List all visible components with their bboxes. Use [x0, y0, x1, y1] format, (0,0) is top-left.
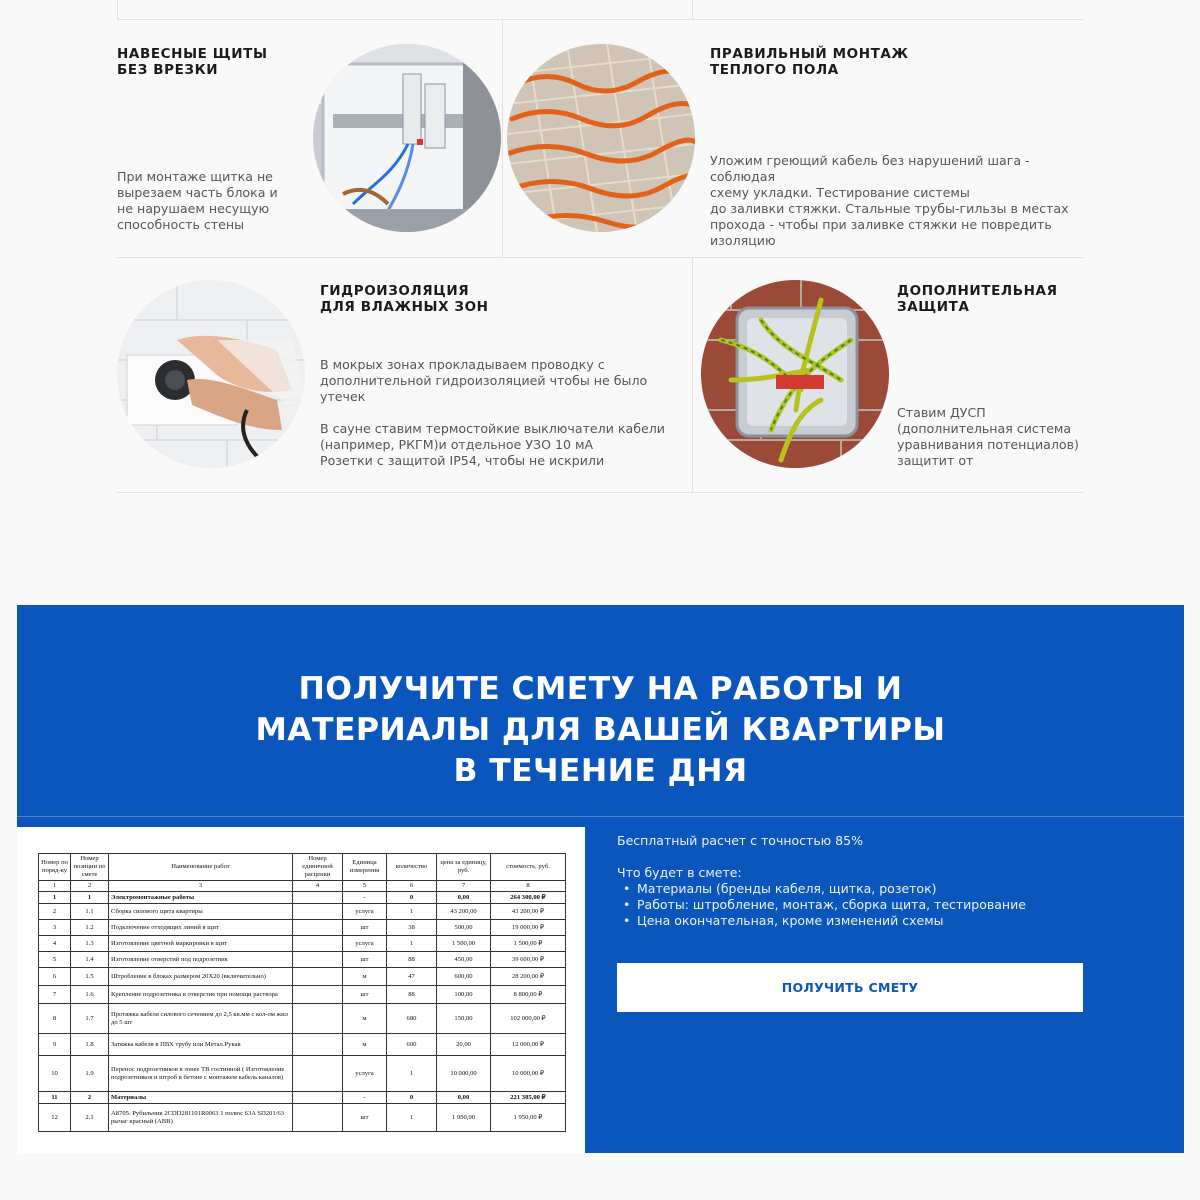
table-cell: шт: [343, 920, 387, 936]
table-cell: 1.9: [71, 1056, 109, 1092]
table-cell: 221 385,00 ₽: [491, 1092, 566, 1104]
table-row: [39, 892, 566, 904]
feature-text: Ставим ДУСП (дополнительная система уравнивания потенциалов) защитит от: [897, 405, 1079, 468]
table-row: [39, 936, 566, 952]
socket-install-photo: [117, 280, 305, 468]
list-item-text: Работы: штробление, монтаж, сборка щита, тестирование: [637, 897, 1026, 912]
table-cell: 102 000,00 ₽: [491, 1004, 566, 1034]
cta-title: ПОЛУЧИТЕ СМЕТУ НА РАБОТЫ И МАТЕРИАЛЫ ДЛЯ ВАШЕЙ КВАРТИРЫ В ТЕЧЕНИЕ ДНЯ: [255, 671, 946, 789]
table-row: [39, 968, 566, 986]
table-cell: шт: [343, 986, 387, 1004]
table-cell: 43 200,00: [437, 904, 491, 920]
table-cell: 43 200,00 ₽: [491, 904, 566, 920]
table-cell: 1: [39, 892, 71, 904]
table-cell: 1.4: [71, 952, 109, 968]
table-cell: 0,00: [437, 1092, 491, 1104]
table-cell: Крепление подрозетника в отверстие при помощи раствора: [109, 986, 293, 1004]
table-cell: A8705. Рубильник 2CDD281101R0063 1 полюс 63A SD201/63 рычаг красный (ABB): [109, 1104, 293, 1132]
table-cell: [293, 892, 343, 904]
header-cell: Наименование работ: [109, 854, 293, 881]
feature-panels: [117, 46, 268, 78]
header-cell: цена за единицу, руб.: [437, 854, 491, 881]
header-cell: количество: [387, 854, 437, 881]
table-cell: 12 000,00 ₽: [491, 1034, 566, 1056]
table-cell: [293, 968, 343, 986]
table-cell: Материалы: [109, 1092, 293, 1104]
grid-top-divider-mid: [692, 0, 693, 19]
feature-title: ПРАВИЛЬНЫЙ МОНТАЖ ТЕПЛОГО ПОЛА: [710, 46, 909, 78]
table-cell: 20,00: [437, 1034, 491, 1056]
table-cell: 1.3: [71, 936, 109, 952]
numbering-cell: 6: [387, 881, 437, 892]
header-cell: Номер по поряд-ку: [39, 854, 71, 881]
table-cell: 88: [387, 952, 437, 968]
bullet-icon: •: [623, 897, 631, 912]
table-cell: 150,00: [437, 1004, 491, 1034]
table-cell: [293, 1004, 343, 1034]
table-row: [39, 1004, 566, 1034]
table-cell: -: [343, 1092, 387, 1104]
table-cell: 1: [387, 936, 437, 952]
table-cell: м: [343, 1034, 387, 1056]
table-cell: 38: [387, 920, 437, 936]
table-cell: Протяжка кабеля силового сечением до 2,5 кв.мм с кол-ом жил до 5 шт: [109, 1004, 293, 1034]
table-cell: 5: [39, 952, 71, 968]
grid-top-divider-left: [117, 0, 118, 19]
table-cell: 1: [387, 904, 437, 920]
table-cell: 8 800,00 ₽: [491, 986, 566, 1004]
table-cell: [293, 904, 343, 920]
table-cell: Затяжка кабеля в ПВХ трубу или Метал.Рукав: [109, 1034, 293, 1056]
feature-title: ГИДРОИЗОЛЯЦИЯ ДЛЯ ВЛАЖНЫХ ЗОН: [320, 283, 489, 315]
numbering-cell: 4: [293, 881, 343, 892]
numbering-cell: 5: [343, 881, 387, 892]
table-cell: 600,00: [437, 968, 491, 986]
table-cell: 47: [387, 968, 437, 986]
table-cell: 6: [39, 968, 71, 986]
feature-text: Уложим греющий кабель без нарушений шага - соблюдая схему укладки. Тестирование системы до заливки стяжки. Стальные трубы-гильзы в местах прохода - чтобы при заливке стяжки не повредить изоляцию: [710, 153, 1069, 248]
table-cell: 1.2: [71, 920, 109, 936]
table-cell: 8: [39, 1004, 71, 1034]
table-cell: [293, 936, 343, 952]
table-row: [39, 1104, 566, 1132]
table-row: [39, 986, 566, 1004]
table-row: [39, 1056, 566, 1092]
table-cell: Штробление в блоках размером 20Х20 (включительно): [109, 968, 293, 986]
table-cell: 1: [71, 892, 109, 904]
table-cell: 10 000,00: [437, 1056, 491, 1092]
table-cell: 0: [387, 1092, 437, 1104]
table-cell: 1.7: [71, 1004, 109, 1034]
table-cell: Сборка силового щита квартиры: [109, 904, 293, 920]
accuracy-note: Бесплатный расчет с точностью 85%: [617, 833, 863, 848]
header-cell: Единица измерения: [343, 854, 387, 881]
get-estimate-button[interactable]: ПОЛУЧИТЬ СМЕТУ: [617, 963, 1083, 1012]
table-cell: 10: [39, 1056, 71, 1092]
list-item: [623, 913, 1026, 929]
table-cell: 1: [387, 1056, 437, 1092]
table-cell: 28 200,00 ₽: [491, 968, 566, 986]
table-cell: [293, 1092, 343, 1104]
feature-protection-text: [897, 405, 1087, 469]
table-cell: 1.6: [71, 986, 109, 1004]
feature-text: В мокрых зонах прокладываем проводку с дополнительной гидроизоляцией чтобы не было утечек В сауне ставим термостойкие выключатели кабели (например, РКГМ)и отдельное УЗО 10 мА Розетки с защитой IP54, чтобы не искрили: [320, 357, 665, 468]
table-cell: 1 950,00 ₽: [491, 1104, 566, 1132]
table-cell: 0: [387, 892, 437, 904]
table-cell: 450,00: [437, 952, 491, 968]
numbering-cell: 7: [437, 881, 491, 892]
list-item: [623, 897, 1026, 913]
table-cell: 2.1: [71, 1104, 109, 1132]
table-cell: услуга: [343, 904, 387, 920]
list-item-text: Цена окончательная, кроме изменений схемы: [637, 913, 944, 928]
table-cell: Изготовление отверстий под подрозетник: [109, 952, 293, 968]
table-cell: м: [343, 968, 387, 986]
estimate-benefits: [617, 833, 1026, 929]
estimate-header-row: [39, 854, 566, 881]
grid-row-divider: [117, 257, 1083, 258]
table-cell: 1.1: [71, 904, 109, 920]
table-cell: 600: [387, 1034, 437, 1056]
grid-col-divider: [502, 19, 503, 257]
table-cell: [293, 952, 343, 968]
feature-heating: [710, 46, 909, 78]
table-row: [39, 952, 566, 968]
table-cell: Подключение отходящих линий в щит: [109, 920, 293, 936]
table-cell: 19 000,00 ₽: [491, 920, 566, 936]
estimate-table: [38, 853, 566, 1132]
table-cell: 500,00: [437, 920, 491, 936]
feature-protection: [897, 283, 1058, 315]
feature-waterproofing: [320, 283, 489, 315]
cta-divider: [17, 816, 1184, 817]
table-cell: 1 500,00: [437, 936, 491, 952]
table-cell: Изготовление цветной маркировки в щит: [109, 936, 293, 952]
table-row: [39, 1034, 566, 1056]
table-cell: 10 000,00 ₽: [491, 1056, 566, 1092]
table-cell: [293, 1104, 343, 1132]
heating-cable-photo: [507, 44, 695, 232]
grid-col-divider: [692, 257, 693, 493]
bullet-icon: •: [623, 913, 631, 928]
table-cell: 39 600,00 ₽: [491, 952, 566, 968]
electrical-panel-photo: [313, 44, 501, 232]
table-cell: 9: [39, 1034, 71, 1056]
grid-row-divider: [117, 19, 1083, 20]
feature-text: При монтаже щитка не вырезаем часть блока и не нарушаем несущую способность стены: [117, 169, 278, 232]
table-cell: 1.8: [71, 1034, 109, 1056]
table-cell: 7: [39, 986, 71, 1004]
table-row: [39, 920, 566, 936]
table-cell: Электромонтажные работы: [109, 892, 293, 904]
table-cell: 11: [39, 1092, 71, 1104]
table-cell: 0,00: [437, 892, 491, 904]
table-cell: шт: [343, 952, 387, 968]
numbering-cell: 3: [109, 881, 293, 892]
numbering-cell: 1: [39, 881, 71, 892]
table-cell: 88: [387, 986, 437, 1004]
table-cell: 3: [39, 920, 71, 936]
header-cell: Номер единичной расценки: [293, 854, 343, 881]
table-cell: 1.5: [71, 968, 109, 986]
table-cell: 1 500,00 ₽: [491, 936, 566, 952]
table-cell: услуга: [343, 1056, 387, 1092]
table-cell: 1: [387, 1104, 437, 1132]
table-cell: 100,00: [437, 986, 491, 1004]
table-cell: услуга: [343, 936, 387, 952]
list-heading: Что будет в смете:: [617, 865, 742, 880]
table-cell: [293, 920, 343, 936]
grid-row-divider: [117, 492, 1083, 493]
benefits-list: [617, 881, 1026, 929]
feature-title: ДОПОЛНИТЕЛЬНАЯ ЗАЩИТА: [897, 283, 1058, 315]
feature-title: НАВЕСНЫЕ ЩИТЫ БЕЗ ВРЕЗКИ: [117, 46, 268, 78]
bullet-icon: •: [623, 881, 631, 896]
table-cell: 2: [39, 904, 71, 920]
header-cell: Номер позиции по смете: [71, 854, 109, 881]
table-row: [39, 904, 566, 920]
table-cell: -: [343, 892, 387, 904]
table-cell: шт: [343, 1104, 387, 1132]
estimate-numbering-row: [39, 881, 566, 892]
table-cell: [293, 1034, 343, 1056]
table-cell: 1 950,00: [437, 1104, 491, 1132]
estimate-document-preview: [17, 827, 585, 1153]
junction-box-photo: [701, 280, 889, 468]
header-cell: стоимость, руб.: [491, 854, 566, 881]
table-cell: м: [343, 1004, 387, 1034]
table-cell: [293, 1056, 343, 1092]
estimate-body: [39, 892, 566, 1132]
table-row: [39, 1092, 566, 1104]
table-cell: 4: [39, 936, 71, 952]
numbering-cell: 2: [71, 881, 109, 892]
table-cell: 2: [71, 1092, 109, 1104]
table-cell: Перенос подрозетников в зонее ТВ гостинной ( Изготовление подрозетников и штроб в бетоне с монтажем кабель каналов): [109, 1056, 293, 1092]
table-cell: [293, 986, 343, 1004]
estimate-cta-section: [17, 605, 1184, 1153]
feature-panels-text: [117, 169, 307, 233]
feature-heating-text: [710, 153, 1090, 249]
list-item: [623, 881, 1026, 897]
feature-waterproofing-text: [320, 357, 670, 469]
table-cell: 12: [39, 1104, 71, 1132]
list-item-text: Материалы (бренды кабеля, щитка, розеток): [637, 881, 937, 896]
numbering-cell: 8: [491, 881, 566, 892]
table-cell: 680: [387, 1004, 437, 1034]
table-cell: 264 300,00 ₽: [491, 892, 566, 904]
